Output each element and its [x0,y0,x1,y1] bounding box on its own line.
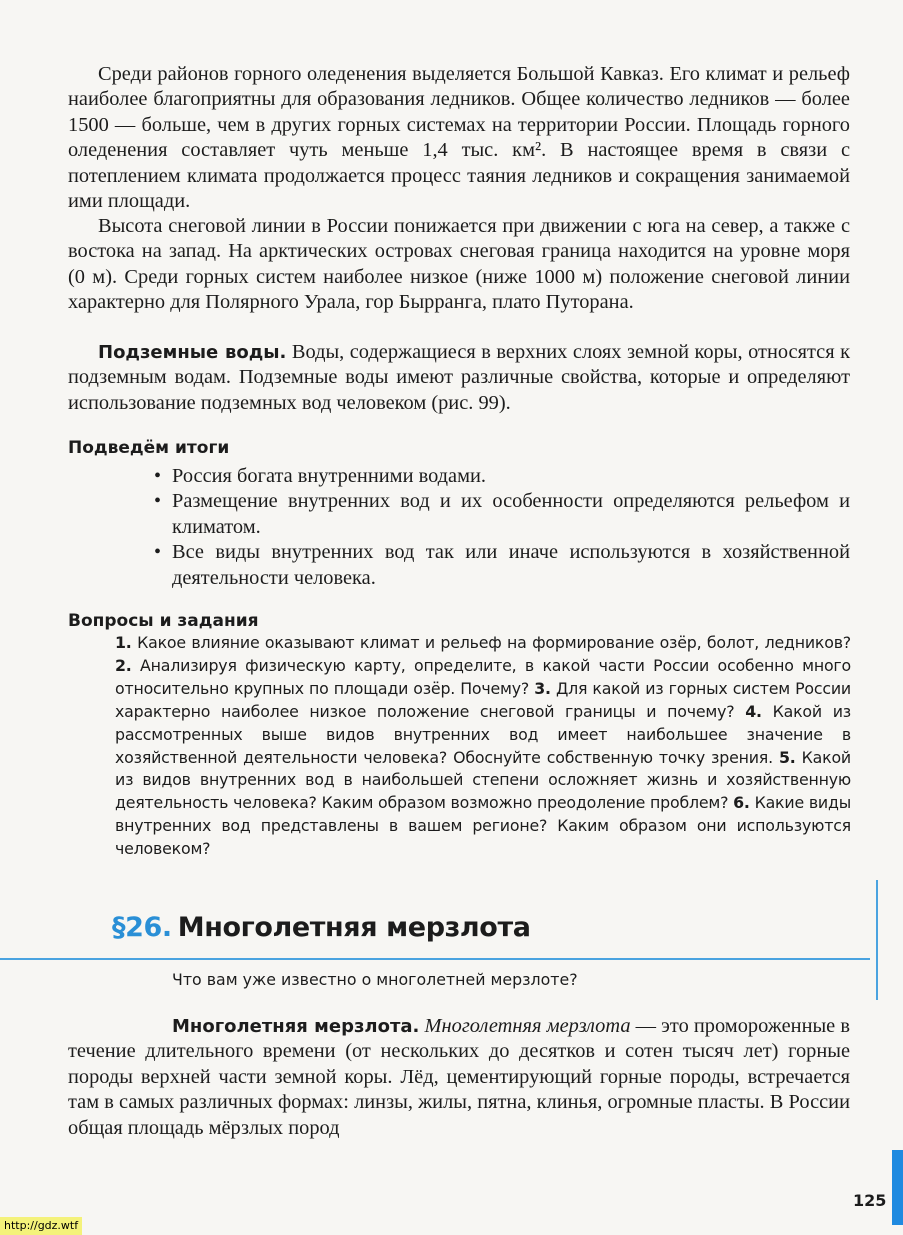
summary-item-text: Размещение внутренних вод и их особенности определяются рельефом и климатом. [172,490,850,538]
questions-heading: Вопросы и задания [68,611,259,631]
question-text: Для какой из горных систем России характерно наиболее низкое положение снеговой границы и почему? [115,678,851,721]
summary-heading: Подведём итоги [68,438,230,458]
questions-block [115,632,851,861]
paragraph-permafrost [68,1014,850,1141]
bullet-icon: • [154,541,162,564]
permafrost-text: — это промороженные в течение длительного времени (от нескольких до десятков и сотен тысяч лет) горные породы верхней части земной коры. Лёд, цементирующий горные породы, встречается там в самых различных формах: линзы, жилы, пятна, клинья, огромные пласты. В России общая площадь мёрзлых пород [68,1015,850,1139]
margin-accent-line [876,880,878,1000]
bullet-icon: • [154,490,162,513]
question-number: 2. [115,655,132,675]
question-text: Анализируя физическую карту, определите, в какой части России особенно много относительно крупных по площади озёр. Почему? [115,655,851,698]
watermark-link[interactable]: http://gdz.wtf [0,1217,82,1235]
summary-item-text: Россия богата внутренними водами. [172,465,487,487]
paragraph-glaciation [68,62,850,214]
page-number: 125 [853,1191,887,1210]
summary-item-text: Все виды внутренних вод так или иначе используются в хозяйственной деятельности человека. [172,541,850,589]
section-title-text: Многолетняя мерзлота [177,912,531,943]
question-text: Какое влияние оказывают климат и рельеф на формирование озёр, болот, ледников? [131,633,851,652]
term-groundwater: Подземные воды. [98,342,287,363]
paragraph-groundwater [68,340,850,416]
summary-item [152,540,850,591]
bullet-icon: • [154,465,162,487]
groundwater-text: Воды, содержащиеся в верхних слоях земной коры, относятся к подземным водам. Подземные воды имеют различные свойства, которые и определяют использование подземных вод человеком (рис. 99). [68,341,850,414]
question-number: 5. [778,747,796,767]
summary-item [152,489,850,540]
paragraph-text [68,1014,850,1141]
intro-question: Что вам уже известно о многолетней мерзлоте? [172,970,578,989]
question-number: 6. [733,793,750,813]
question-number: 1. [115,633,132,652]
summary-item [152,464,850,489]
section-number: §26. [112,912,172,943]
question-text: Какой из рассмотренных выше видов внутренних вод имеет наибольшее значение в хозяйственной деятельности человека? Обоснуйте собственную точку зрения. [115,701,852,767]
paragraph-text: Среди районов горного оледенения выделяется Большой Кавказ. Его климат и рельеф наиболее благоприятны для образования ледников. Общее количество ледников — более 1500 — больше, чем в других горных системах на территории России. Площадь горного оледенения составляет чуть меньше 1,4 тыс. км². В настоящее время в связи с потеплением климата продолжается процесс таяния ледников и сокращения занимаемой ими площади. [68,63,850,213]
section-divider [0,958,870,960]
paragraph-text: Высота снеговой линии в России понижается при движении с юга на север, а также с востока на запад. На арктических островах снеговая граница находится на уровне моря (0 м). Среди горных систем наиболее низкое (ниже 1000 м) положение снеговой линии характерно для Полярного Урала, гор Бырранга, плато Путорана. [68,215,850,314]
question-text: Какой из видов внутренних вод в наибольшей степени осложняет жизнь и хозяйственную деятельность человека? Каким образом возможно преодоление проблем? [115,747,851,813]
term-permafrost-italic: Многолетняя мерзлота [424,1015,631,1037]
paragraph-text [68,340,850,416]
question-number: 4. [745,701,762,721]
paragraph-snow-line [68,214,850,316]
page-edge-tab [892,1150,903,1225]
summary-list [152,464,850,591]
question-text: Какие виды внутренних вод представлены в вашем регионе? Каким образом они используются человеком? [115,793,851,859]
question-number: 3. [534,678,551,698]
term-permafrost: Многолетняя мерзлота. [172,1016,420,1037]
section-title [112,912,531,943]
